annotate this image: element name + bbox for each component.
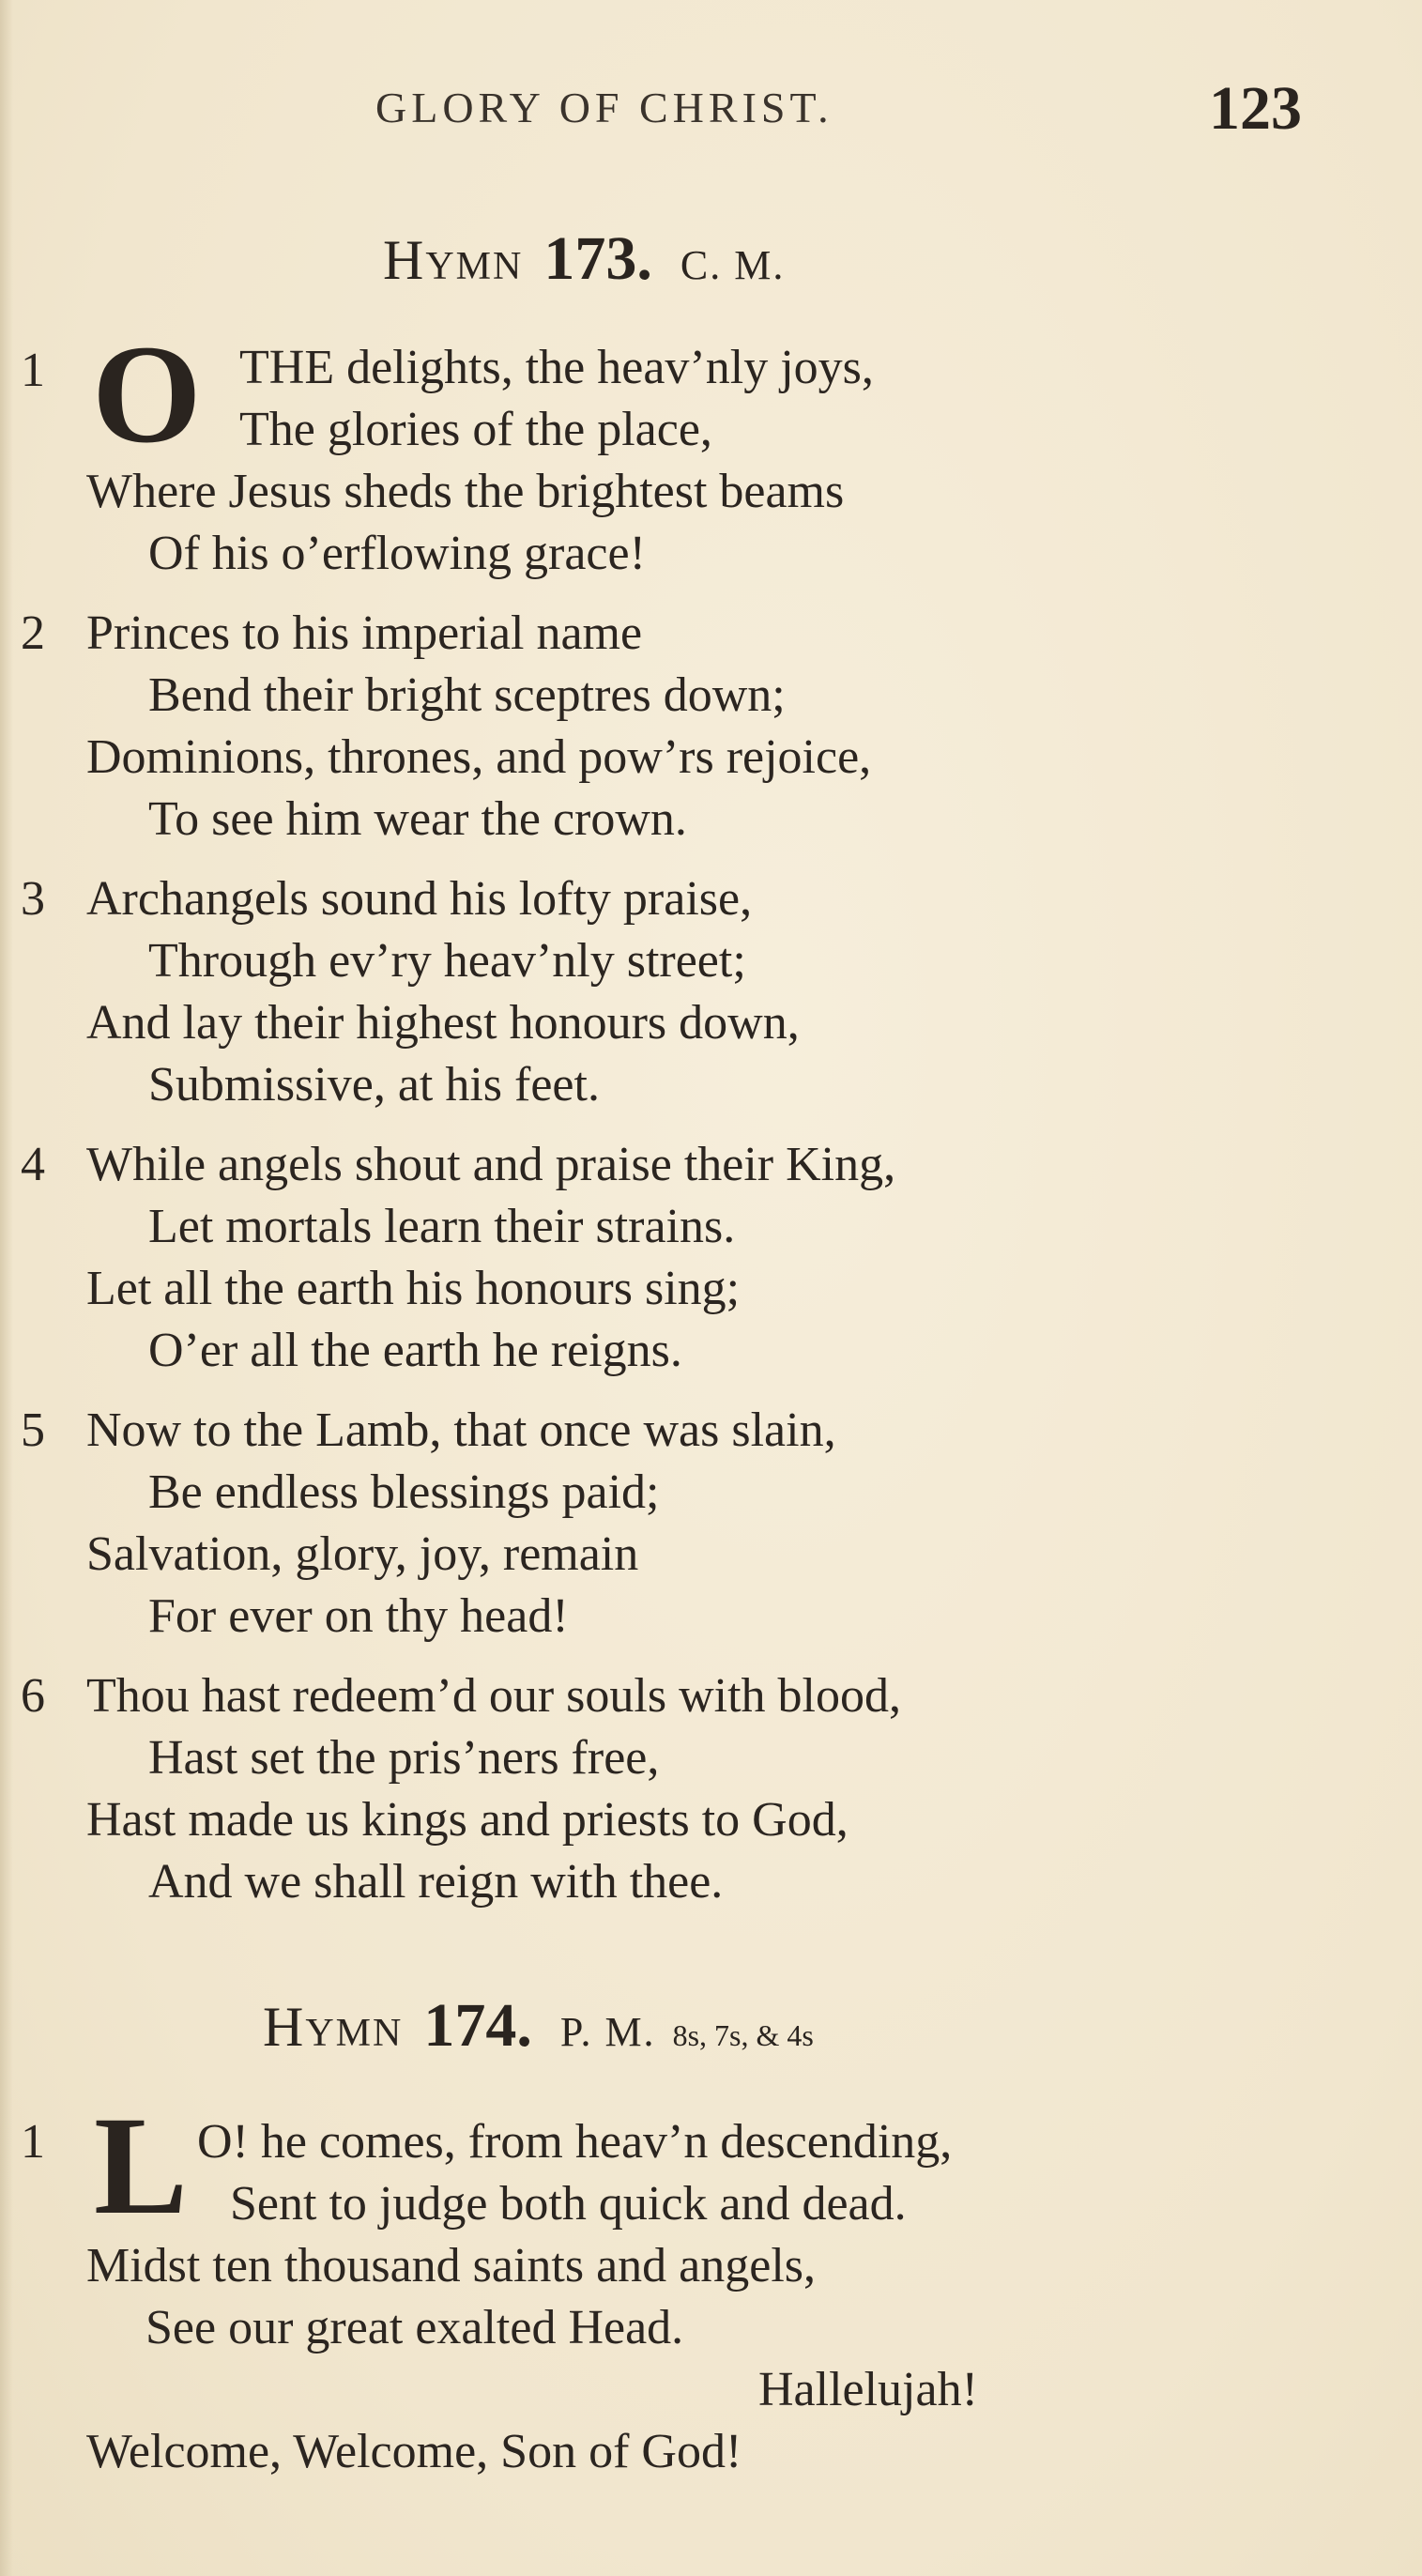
hymn-173-title	[383, 223, 785, 295]
stanza-number: 5	[21, 1403, 45, 1457]
stanza-number: 6	[21, 1669, 45, 1723]
drop-cap-letter: O	[92, 316, 202, 472]
stanza-line: Princes to his imperial name	[86, 606, 643, 660]
hymn-number: 174.	[423, 1991, 532, 2060]
page-number: 123	[1209, 74, 1302, 143]
stanza-number: 3	[21, 872, 45, 926]
hymn-label: Hymn	[263, 1996, 404, 2058]
stanza-line: Bend their bright sceptres down;	[148, 668, 786, 722]
stanza-line: Hast set the pris’ners free,	[148, 1731, 660, 1785]
stanza-line: While angels shout and praise their King,	[86, 1138, 896, 1191]
stanza-line: Midst ten thousand saints and angels,	[86, 2239, 817, 2292]
stanza-line: And lay their highest honours down,	[86, 996, 800, 1050]
stanza-line: To see him wear the crown.	[148, 792, 687, 846]
stanza-line: O’er all the earth he reigns.	[148, 1324, 682, 1377]
stanza-number: 1	[21, 2115, 45, 2169]
stanza-line: Salvation, glory, joy, remain	[86, 1527, 639, 1581]
hymn-meter: C. M.	[680, 242, 786, 288]
stanza-line: Sent to judge both quick and dead.	[230, 2177, 907, 2231]
hymn-meter: P. M.	[559, 2009, 656, 2055]
stanza-line: THE delights, the heav’nly joys,	[239, 341, 874, 394]
stanza-line: See our great exalted Head.	[145, 2301, 684, 2354]
stanza-line: Now to the Lamb, that once was slain,	[86, 1403, 836, 1457]
hymn-label: Hymn	[383, 229, 524, 291]
stanza-line: Where Jesus sheds the brightest beams	[86, 465, 845, 518]
stanza-line: O! he comes, from heav’n descending,	[197, 2115, 953, 2169]
stanza-line: Of his o’erflowing grace!	[148, 527, 646, 580]
stanza-line: Dominions, thrones, and pow’rs rejoice,	[86, 730, 872, 784]
stanza-line: The glories of the place,	[239, 403, 712, 456]
stanza-line: Be endless blessings paid;	[148, 1465, 660, 1519]
running-head: GLORY OF CHRIST.	[375, 84, 833, 131]
stanza-line: Submissive, at his feet.	[148, 1058, 600, 1112]
stanza-number: 1	[21, 344, 45, 397]
stanza-line: And we shall reign with thee.	[148, 1855, 724, 1909]
page-gutter-shadow	[0, 0, 13, 2576]
stanza-line: Welcome, Welcome, Son of God!	[86, 2425, 742, 2478]
drop-cap-letter: L	[94, 2088, 189, 2244]
stanza-line: Thou hast redeem’d our souls with blood,	[86, 1669, 901, 1723]
stanza-line: Archangels sound his lofty praise,	[86, 872, 753, 926]
stanza-line: For ever on thy head!	[148, 1589, 569, 1643]
stanza-number: 4	[21, 1138, 45, 1191]
stanza-line: Through ev’ry heav’nly street;	[148, 934, 746, 988]
stanza-line: Let mortals learn their strains.	[148, 1200, 736, 1253]
stanza-number: 2	[21, 606, 45, 660]
stanza-line: Hallelujah!	[758, 2363, 978, 2416]
stanza-line: Hast made us kings and priests to God,	[86, 1793, 849, 1847]
hymn-meter-detail: 8s, 7s, & 4s	[672, 2018, 814, 2052]
hymn-174-title	[263, 1990, 814, 2062]
hymn-number: 173.	[543, 224, 652, 293]
stanza-line: Let all the earth his honours sing;	[86, 1262, 741, 1315]
